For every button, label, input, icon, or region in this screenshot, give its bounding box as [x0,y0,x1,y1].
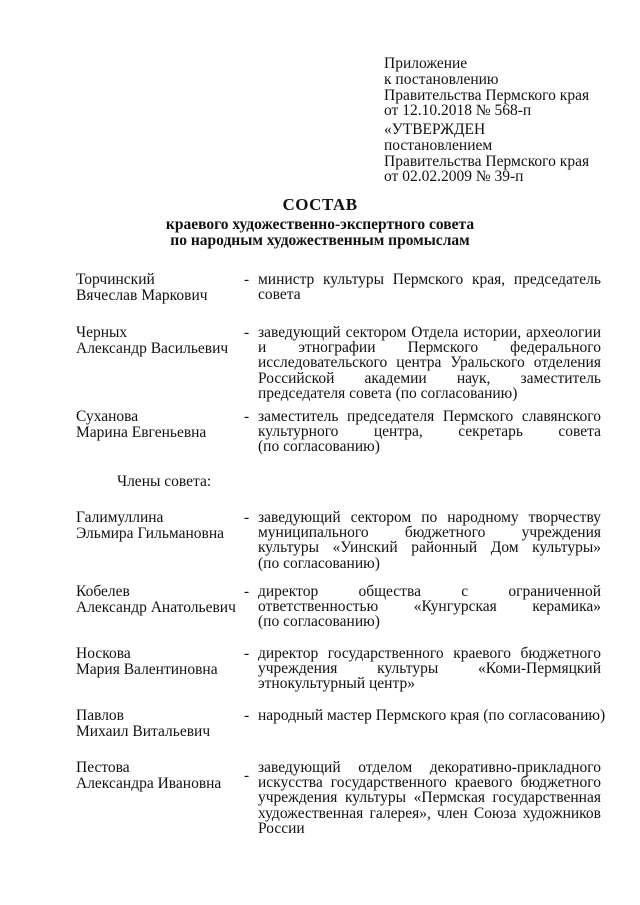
member-name [76,708,246,740]
role-line: совета [258,286,301,304]
member-name [76,409,246,441]
entry-dash: - [244,408,250,425]
entry-dash: - [244,767,250,784]
role-line: учреждения культуры «Коми-Пермяцкий [258,660,601,678]
member-given-names: Эльмира Гильмановна [76,524,225,542]
appendix-line: Приложение [384,55,468,72]
appendix-line: от 12.10.2018 № 568-п [384,102,532,120]
role-line: заведующий сектором Отдела истории, археологии [258,324,601,341]
entry-dash: - [244,645,250,662]
role-line: министр культуры Пермского края, председатель [258,271,601,288]
member-role [258,584,601,630]
member-given-names: Мария Валентиновна [76,660,218,678]
member-name [76,272,246,304]
member-surname: Суханова [76,408,139,425]
role-line: заведующий сектором по народному творчеству [258,509,601,526]
member-role [258,272,601,302]
role-line: (по согласованию) [258,613,380,631]
appendix-header [384,56,624,119]
member-name [76,646,246,678]
entry-dash: - [244,583,250,600]
role-line: и этнографии Пермского федерального [258,339,601,357]
member-role [258,646,601,692]
role-line: учреждения культуры «Пермская государственная [258,789,601,807]
member-given-names: Александр Анатольевич [76,598,236,616]
role-line: (по согласованию) [258,554,380,572]
entry-dash: - [244,509,250,526]
approved-line: от 02.02.2009 № 39-п [384,168,524,186]
role-line: России [258,819,305,837]
role-line: Российской академии наук, заместитель [258,369,601,387]
member-name [76,510,246,542]
approved-header [384,122,624,185]
role-line: заместитель председателя Пермского славянского [258,408,601,425]
entry-dash: - [244,324,250,341]
entry-dash: - [244,271,250,288]
role-line: исследовательского центра Уральского отделения [258,354,601,372]
member-given-names: Александр Васильевич [76,339,229,357]
subtitle-line: по народным художественным промыслам [170,232,470,250]
role-line: директор государственного краевого бюджетного [258,645,601,662]
role-line: народный мастер Пермского края (по согласованию) [258,707,606,724]
member-surname: Торчинский [76,271,155,288]
entry-dash: - [244,707,250,724]
member-surname: Черных [76,324,128,341]
document-subtitle [0,217,640,250]
member-surname: Пестова [76,759,130,776]
approved-line: «УТВЕРЖДЕН [384,121,486,138]
member-role [258,325,601,401]
member-name [76,584,246,616]
role-line: председателя совета (по согласованию) [258,384,518,402]
approved-line: Правительства Пермского края [384,152,590,170]
member-surname: Галимуллина [76,509,164,526]
subtitle-line: краевого художественно-экспертного совета [165,216,475,233]
role-line: культуры «Уинский районный Дом культуры» [258,539,601,557]
role-line: искусства государственного краевого бюджетного [258,774,601,792]
member-given-names: Александра Ивановна [76,774,222,792]
approved-line: постановлением [384,136,493,154]
appendix-line: Правительства Пермского края [384,86,590,104]
role-line: художественная галерея», член Союза художников [258,804,601,822]
role-line: заведующий отделом декоративно-прикладного [258,759,601,776]
member-name [76,325,246,357]
member-given-names: Вячеслав Маркович [76,286,208,304]
role-line: ответственностью «Кунгурская керамика» [258,598,601,616]
member-name [76,760,246,792]
role-line: (по согласованию) [258,438,380,456]
member-role [258,409,601,455]
role-line: этнокультурный центр» [258,675,415,693]
member-given-names: Марина Евгеньевна [76,423,207,441]
members-heading: Члены совета: [117,473,212,490]
member-role [258,760,601,836]
member-role [258,707,606,724]
member-role [258,510,601,571]
member-surname: Павлов [76,707,124,724]
member-surname: Носкова [76,645,131,662]
role-line: муниципального бюджетного учреждения [258,524,601,542]
member-surname: Кобелев [76,583,130,600]
role-line: директор общества с ограниченной [258,583,601,600]
appendix-line: к постановлению [384,70,499,88]
role-line: культурного центра, секретарь совета [258,423,601,441]
document-title: СОСТАВ [282,195,358,214]
member-given-names: Михаил Витальевич [76,722,211,740]
